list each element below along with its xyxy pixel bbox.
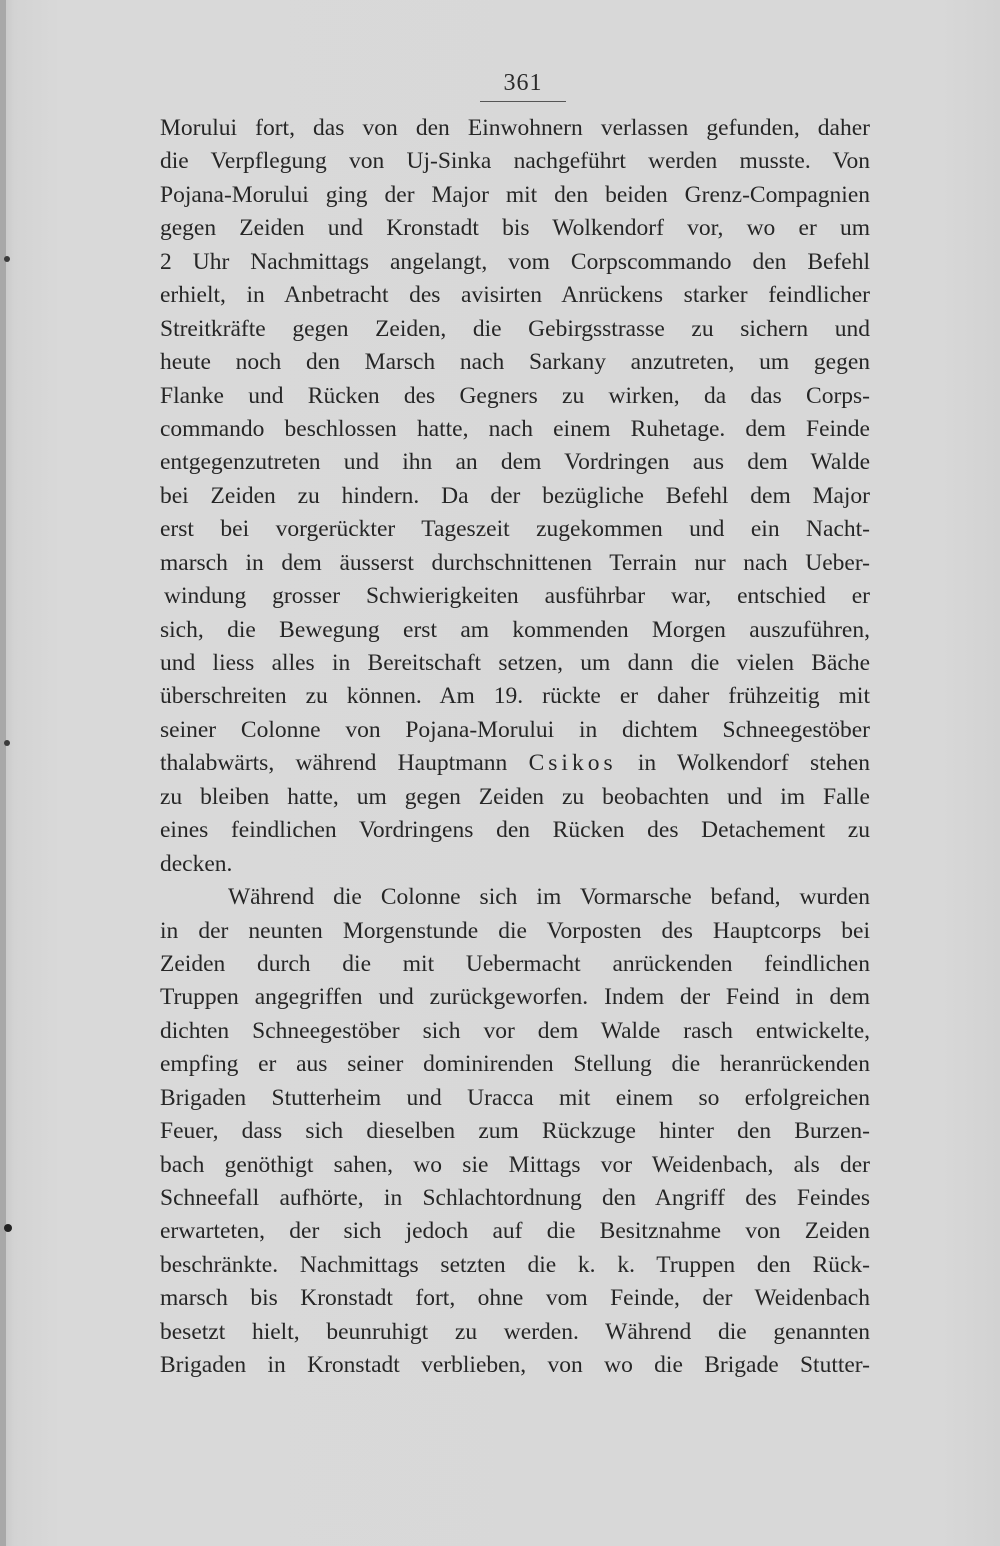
text-line: Schneefall aufhörte, in Schlachtordnung den Angriff des Feindes <box>160 1185 870 1211</box>
text-line: bach genöthigt sahen, wo sie Mittags vor Weidenbach, als der <box>160 1151 870 1178</box>
text-line: empfing er aus seiner dominirenden Stellung die heranrückenden <box>160 1051 870 1078</box>
margin-speck <box>4 740 10 746</box>
spaced-name-csikos: Csikos <box>528 750 617 777</box>
page-number: 361 <box>503 70 543 96</box>
text-line: zu bleiben hatte, um gegen Zeiden zu beobachten und im Falle <box>160 783 870 810</box>
paragraph-start-line: Während die Colonne sich im Vormarsche befand, wurden <box>228 884 870 911</box>
text-line: Feuer, dass sich dieselben zum Rückzuge hinter den Burzen- <box>160 1118 870 1145</box>
text-segment: thalabwärts, während Hauptmann <box>160 750 508 777</box>
text-line: Zeiden durch die mit Uebermacht anrückenden feindlichen <box>160 950 870 977</box>
text-segment: in Wolkendorf stehen <box>637 750 870 777</box>
text-line: Flanke und Rücken des Gegners zu wirken, da das Corps- <box>160 382 870 409</box>
text-line: 2 Uhr Nachmittags angelangt, vom Corpscommando den Befehl <box>160 248 870 275</box>
text-line: in der neunten Morgenstunde die Vorposten des Hauptcorps bei <box>160 917 870 944</box>
paragraph-end-line: decken. <box>160 850 233 877</box>
text-line: seiner Colonne von Pojana-Morului in dichtem Schneegestöber <box>160 716 870 743</box>
text-line: erwarteten, der sich jedoch auf die Besitznahme von Zeiden <box>160 1218 870 1245</box>
text-line: entgegenzutreten und ihn an dem Vordringen aus dem Walde <box>160 449 870 476</box>
text-line: erst bei vorgerückter Tageszeit zugekommen und ein Nacht- <box>160 516 870 543</box>
body-text <box>160 112 870 1383</box>
text-line-with-name <box>160 747 870 780</box>
text-line: besetzt hielt, beunruhigt zu werden. Während die genannten <box>160 1318 870 1345</box>
margin-speck <box>4 1224 12 1232</box>
text-line: windung grosser Schwierigkeiten ausführbar war, entschied er <box>164 583 870 610</box>
text-line: gegen Zeiden und Kronstadt bis Wolkendorf vor, wo er um <box>160 215 870 242</box>
text-line: Brigaden in Kronstadt verblieben, von wo die Brigade Stutter- <box>160 1352 870 1379</box>
text-line: eines feindlichen Vordringens den Rücken des Detachement zu <box>160 817 870 844</box>
text-line: dichten Schneegestöber sich vor dem Walde rasch entwickelte, <box>160 1017 870 1044</box>
text-line: marsch bis Kronstadt fort, ohne vom Feinde, der Weidenbach <box>160 1285 870 1312</box>
text-line: marsch in dem äusserst durchschnittenen Terrain nur nach Ueber- <box>160 549 870 576</box>
page-spine-edge <box>0 0 6 1546</box>
text-line: Morului fort, das von den Einwohnern verlassen gefunden, daher <box>160 115 870 141</box>
text-line: Brigaden Stutterheim und Uracca mit einem so erfolgreichen <box>160 1084 870 1111</box>
text-line: Streitkräfte gegen Zeiden, die Gebirgsstrasse zu sichern und <box>160 315 870 342</box>
text-line: die Verpflegung von Uj-Sinka nachgeführt werden musste. Von <box>160 148 870 175</box>
text-line: heute noch den Marsch nach Sarkany anzutreten, um gegen <box>160 349 870 376</box>
margin-speck <box>4 256 10 262</box>
text-line: sich, die Bewegung erst am kommenden Morgen auszuführen, <box>160 616 870 643</box>
text-line: beschränkte. Nachmittags setzten die k. k. Truppen den Rück- <box>160 1251 870 1278</box>
text-line: Truppen angegriffen und zurückgeworfen. Indem der Feind in dem <box>160 984 870 1011</box>
text-line: bei Zeiden zu hindern. Da der bezügliche Befehl dem Major <box>160 482 870 509</box>
text-line: und liess alles in Bereitschaft setzen, um dann die vielen Bäche <box>160 650 870 676</box>
page-number-rule <box>480 101 566 102</box>
text-line: commando beschlossen hatte, nach einem Ruhetage. dem Feinde <box>160 415 870 442</box>
text-line: Pojana-Morului ging der Major mit den beiden Grenz-Compagnien <box>160 181 870 208</box>
text-line: erhielt, in Anbetracht des avisirten Anrückens starker feindlicher <box>160 282 870 309</box>
text-line: überschreiten zu können. Am 19. rückte er daher frühzeitig mit <box>160 683 870 710</box>
